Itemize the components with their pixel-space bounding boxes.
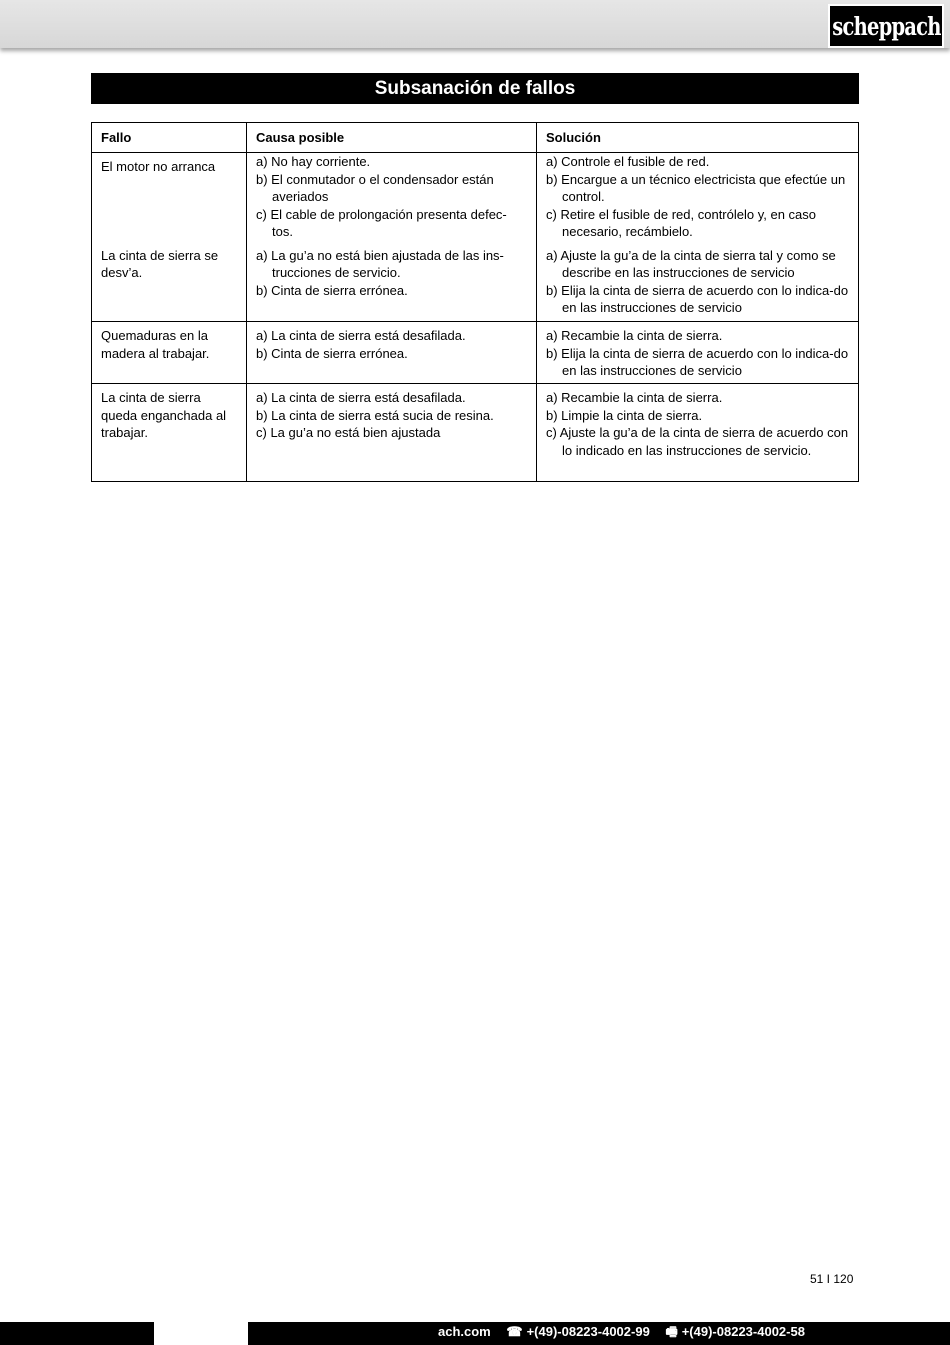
causa-item: a) No hay corriente.: [256, 154, 371, 169]
solucion-item: a) Ajuste la gu’a de la cinta de sierra tal y como se describe en las instrucciones de servicio: [546, 247, 836, 280]
header-bar: [0, 0, 950, 48]
brand-logo: scheppach: [828, 4, 944, 48]
solucion-item: a) Recambie la cinta de sierra.: [546, 390, 723, 405]
solucion-item: b) Limpie la cinta de sierra.: [546, 407, 703, 423]
causa-cell: [247, 384, 537, 482]
fallo-cell: [92, 384, 247, 482]
fallo-cell: [92, 153, 247, 245]
causa-item: a) La gu’a no está bien ajustada de las ins-trucciones de servicio.: [256, 247, 504, 280]
phone-icon: ☎: [506, 1324, 523, 1339]
table-row: [92, 384, 859, 482]
footer-fax: +(49)-08223-4002-58: [681, 1324, 805, 1339]
solucion-item: c) Ajuste la gu’a de la cinta de sierra de acuerdo con lo indicado en las instrucciones de servicio.: [546, 425, 849, 458]
causa-item: a) La cinta de sierra está desafilada.: [256, 390, 466, 405]
column-header-causa: Causa posible: [247, 123, 537, 153]
fallo-cell: [92, 245, 247, 322]
table-row: [92, 322, 859, 384]
table-row: [92, 245, 859, 322]
solucion-cell: [537, 153, 859, 245]
solucion-item: a) Controle el fusible de red.: [546, 154, 710, 169]
solucion-item: a) Recambie la cinta de sierra.: [546, 328, 723, 343]
causa-item: b) La cinta de sierra está sucia de resina.: [256, 407, 494, 423]
table-row: [92, 153, 859, 245]
footer-website[interactable]: ach.com: [438, 1324, 491, 1339]
column-header-fallo: Fallo: [92, 123, 247, 153]
solucion-cell: [537, 245, 859, 322]
fallo-text: Quemaduras en la madera al trabajar.: [101, 328, 210, 361]
fallo-cell: [92, 322, 247, 384]
causa-item: b) Cinta de sierra errónea.: [256, 345, 408, 361]
fallo-text: La cinta de sierra queda enganchada al trabajar.: [101, 390, 227, 440]
fallo-text: El motor no arranca: [101, 159, 216, 174]
solucion-cell: [537, 384, 859, 482]
solucion-item: b) Elija la cinta de sierra de acuerdo con lo indica-do en las instrucciones de servicio: [546, 282, 849, 315]
causa-item: c) La gu’a no está bien ajustada: [256, 425, 441, 440]
page-number: 51 I 120: [810, 1272, 854, 1286]
causa-item: b) El conmutador o el condensador están averiados: [256, 171, 494, 204]
causa-cell: [247, 245, 537, 322]
footer-gap: [154, 1322, 248, 1345]
causa-item: b) Cinta de sierra errónea.: [256, 282, 408, 298]
troubleshooting-table: [91, 122, 859, 482]
table-header-row: [92, 123, 859, 153]
solucion-item: b) Elija la cinta de sierra de acuerdo con lo indica-do en las instrucciones de servicio: [546, 345, 849, 378]
causa-cell: [247, 322, 537, 384]
causa-item: c) El cable de prolongación presenta defec-tos.: [256, 206, 507, 239]
footer-phone: +(49)-08223-4002-99: [526, 1324, 650, 1339]
section-title: Subsanación de fallos: [91, 73, 859, 104]
solucion-cell: [537, 322, 859, 384]
footer-contact: [438, 1322, 805, 1345]
causa-item: a) La cinta de sierra está desafilada.: [256, 328, 466, 343]
column-header-solucion: Solución: [537, 123, 859, 153]
fallo-text: La cinta de sierra se desv’a.: [101, 247, 219, 280]
solucion-item: b) Encargue a un técnico electricista que efectúe un control.: [546, 171, 846, 204]
footer-bar: [0, 1322, 950, 1345]
solucion-item: c) Retire el fusible de red, contrólelo y, en caso necesario, recámbielo.: [546, 206, 817, 239]
fax-icon: 🖷: [665, 1324, 678, 1339]
causa-cell: [247, 153, 537, 245]
